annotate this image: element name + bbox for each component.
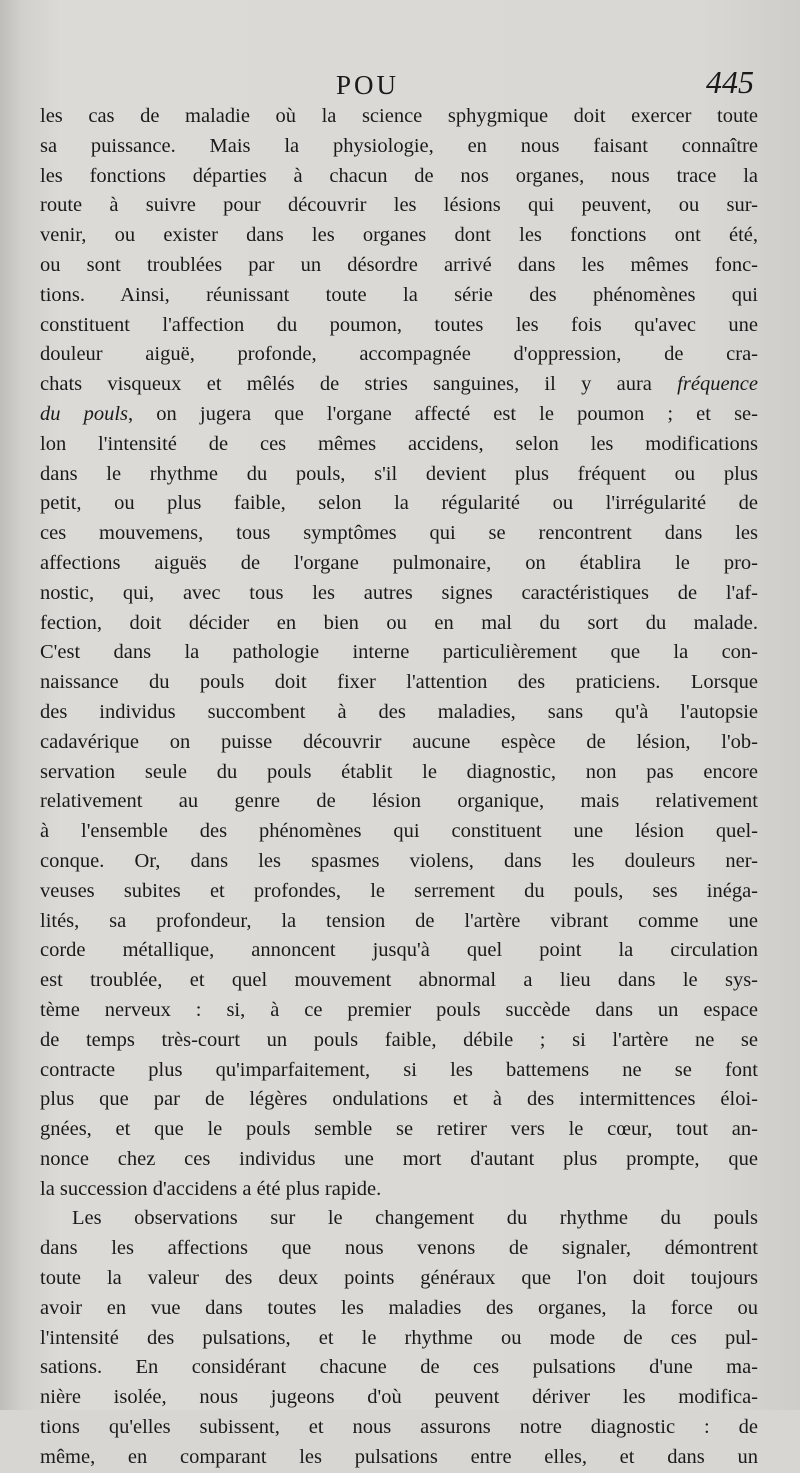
text-line: la succession d'accidens a été plus rapide.: [40, 1177, 382, 1200]
italic-term: fréquence: [677, 373, 758, 396]
italic-term: du pouls: [40, 402, 129, 425]
text-line: tions qu'elles subissent, et nous assurons notre diagnostic : de: [40, 1416, 758, 1439]
text-line: tions. Ainsi, réunissant toute la série des phénomènes qui: [40, 283, 758, 306]
text-line: veuses subites et profondes, le serrement du pouls, ses inéga-: [40, 879, 758, 902]
text-line: l'intensité des pulsations, et le rhythme ou mode de ces pul-: [40, 1326, 758, 1349]
text-line: nière isolée, nous jugeons d'où peuvent dériver les modifica-: [40, 1386, 758, 1409]
text-line: constituent l'affection du poumon, toutes les fois qu'avec une: [40, 313, 758, 336]
text-line: lon l'intensité de ces mêmes accidens, selon les modifications: [40, 432, 758, 455]
text-line: toute la valeur des deux points généraux que l'on doit toujours: [40, 1267, 758, 1290]
text-line: tème nerveux : si, à ce premier pouls succède dans un espace: [40, 998, 758, 1021]
text-line: avoir en vue dans toutes les maladies des organes, la force ou: [40, 1296, 758, 1319]
text-line: est troublée, et quel mouvement abnormal a lieu dans le sys-: [40, 969, 758, 992]
line-segment: chats visqueux et mêlés de stries sanguines, il y aura: [40, 373, 678, 396]
text-line: relativement au genre de lésion organique, mais relativement: [40, 790, 758, 813]
text-line: les cas de maladie où la science sphygmique doit exercer toute: [40, 105, 758, 127]
text-line: conque. Or, dans les spasmes violens, dans les douleurs ner-: [40, 849, 758, 872]
text-line: de temps très-court un pouls faible, débile ; si l'artère ne se: [40, 1028, 758, 1051]
text-line: sations. En considérant chacune de ces pulsations d'une ma-: [40, 1356, 758, 1379]
text-line: contracte plus qu'imparfaitement, si les battemens ne se font: [40, 1058, 758, 1081]
text-line: dans le rhythme du pouls, s'il devient plus fréquent ou plus: [40, 462, 758, 485]
text-line: naissance du pouls doit fixer l'attention des praticiens. Lorsque: [40, 671, 758, 694]
text-line: lités, sa profondeur, la tension de l'artère vibrant comme une: [40, 909, 758, 932]
text-line: route à suivre pour découvrir les lésions qui peuvent, ou sur-: [40, 194, 758, 217]
text-line: à l'ensemble des phénomènes qui constituent une lésion quel-: [40, 820, 758, 843]
running-title: POU: [336, 70, 400, 100]
text-line: nonce chez ces individus une mort d'autant plus prompte, que: [40, 1147, 758, 1170]
text-line: même, en comparant les pulsations entre elles, et dans un: [40, 1445, 758, 1468]
text-line: [40, 370, 758, 400]
page-number: 445: [706, 64, 754, 100]
text-line: ou sont troublées par un désordre arrivé dans les mêmes fonc-: [40, 253, 758, 276]
line-segment: , on jugera que l'organe affecté est le poumon ; et se-: [128, 402, 758, 425]
text-line: cadavérique on puisse découvrir aucune espèce de lésion, l'ob-: [40, 730, 758, 753]
text-line: servation seule du pouls établit le diagnostic, non pas encore: [40, 760, 758, 783]
text-line: nostic, qui, avec tous les autres signes caractéristiques de l'af-: [40, 581, 758, 604]
text-line: des individus succombent à des maladies, sans qu'à l'autopsie: [40, 700, 758, 723]
text-line: ces mouvemens, tous symptômes qui se rencontrent dans les: [40, 522, 758, 545]
text-line: petit, ou plus faible, selon la régularité ou l'irrégularité de: [40, 492, 758, 515]
body-text: [40, 102, 758, 1473]
text-line: gnées, et que le pouls semble se retirer vers le cœur, tout an-: [40, 1118, 758, 1141]
text-line: les fonctions départies à chacun de nos organes, nous trace la: [40, 164, 758, 187]
text-line: affections aiguës de l'organe pulmonaire, on établira le pro-: [40, 551, 758, 574]
text-line: C'est dans la pathologie interne particulièrement que la con-: [40, 641, 758, 664]
text-line: dans les affections que nous venons de signaler, démontrent: [40, 1237, 758, 1260]
text-line: douleur aiguë, profonde, accompagnée d'oppression, de cra-: [40, 343, 758, 366]
text-line: Les observations sur le changement du rhythme du pouls: [72, 1207, 758, 1230]
text-line: venir, ou exister dans les organes dont les fonctions ont été,: [40, 224, 758, 247]
text-line: fection, doit décider en bien ou en mal du sort du malade.: [40, 611, 758, 634]
running-head: [40, 62, 760, 102]
text-line: corde métallique, annoncent jusqu'à quel point la circulation: [40, 939, 758, 962]
text-line: sa puissance. Mais la physiologie, en nous faisant connaître: [40, 134, 758, 157]
text-line: plus que par de légères ondulations et à des intermittences éloi-: [40, 1088, 758, 1111]
text-line: [40, 400, 758, 430]
